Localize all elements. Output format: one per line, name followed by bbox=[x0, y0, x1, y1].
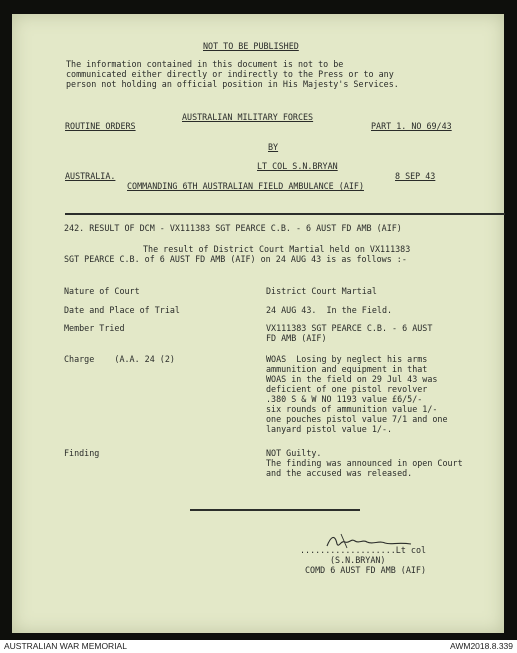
finding-value-1: NOT Guilty. bbox=[266, 448, 322, 458]
signature-dots-rank: ...................Lt col bbox=[300, 545, 427, 555]
intro-line-1: The result of District Court Martial held on VX111383 bbox=[143, 244, 411, 254]
charge-value-3: WOAS in the field on 29 Jul 43 was bbox=[266, 374, 438, 384]
footer-accession-number: AWM2018.8.339 bbox=[450, 641, 513, 651]
restriction-heading: NOT TO BE PUBLISHED bbox=[203, 41, 299, 51]
nature-label: Nature of Court bbox=[64, 286, 140, 296]
commanding-unit: COMMANDING 6TH AUSTRALIAN FIELD AMBULANCE (AIF) bbox=[127, 181, 364, 191]
finding-value-2: The finding was announced in open Court bbox=[266, 458, 463, 468]
officer-name: LT COL S.N.BRYAN bbox=[257, 161, 338, 171]
charge-value-8: lanyard pistol value 1/-. bbox=[266, 424, 393, 434]
force-title: AUSTRALIAN MILITARY FORCES bbox=[182, 112, 314, 122]
notice-line-1: The information contained in this document is not to be bbox=[66, 59, 344, 69]
notice-line-2: communicated either directly or indirectly to the Press or to any bbox=[66, 69, 394, 79]
location: AUSTRALIA. bbox=[65, 171, 116, 181]
date-label: Date and Place of Trial bbox=[64, 305, 180, 315]
item-heading: 242. RESULT OF DCM - VX111383 SGT PEARCE C.B. - 6 AUST FD AMB (AIF) bbox=[64, 223, 402, 233]
charge-value-5: .380 S & W NO 1193 value £6/5/- bbox=[266, 394, 423, 404]
member-value-1: VX111383 SGT PEARCE C.B. - 6 AUST bbox=[266, 323, 433, 333]
charge-label: Charge (A.A. 24 (2) bbox=[64, 354, 175, 364]
signatory-title: COMD 6 AUST FD AMB (AIF) bbox=[305, 565, 427, 575]
nature-value: District Court Martial bbox=[266, 286, 377, 296]
charge-value-7: one pouches pistol value 7/1 and one bbox=[266, 414, 448, 424]
footer-bar bbox=[0, 640, 517, 653]
charge-value-6: six rounds of ammunition value 1/- bbox=[266, 404, 438, 414]
finding-label: Finding bbox=[64, 448, 100, 458]
closing-rule bbox=[190, 509, 360, 511]
charge-value-2: ammunition and equipment in that bbox=[266, 364, 428, 374]
order-date: 8 SEP 43 bbox=[395, 171, 436, 181]
by-label: BY bbox=[268, 142, 279, 152]
orders-type: ROUTINE ORDERS bbox=[65, 121, 136, 131]
signatory-name: (S.N.BRYAN) bbox=[330, 555, 386, 565]
part-number: PART 1. NO 69/43 bbox=[371, 121, 452, 131]
charge-value-1: WOAS Losing by neglect his arms bbox=[266, 354, 428, 364]
charge-value-4: deficient of one pistol revolver bbox=[266, 384, 428, 394]
finding-value-3: and the accused was released. bbox=[266, 468, 413, 478]
notice-line-3: person not holding an official position in His Majesty's Services. bbox=[66, 79, 399, 89]
intro-line-2: SGT PEARCE C.B. of 6 AUST FD AMB (AIF) on 24 AUG 43 is as follows :- bbox=[64, 254, 407, 264]
footer-institution: AUSTRALIAN WAR MEMORIAL bbox=[4, 641, 127, 651]
member-value-2: FD AMB (AIF) bbox=[266, 333, 327, 343]
date-value: 24 AUG 43. In the Field. bbox=[266, 305, 393, 315]
section-divider bbox=[65, 213, 505, 215]
member-label: Member Tried bbox=[64, 323, 125, 333]
